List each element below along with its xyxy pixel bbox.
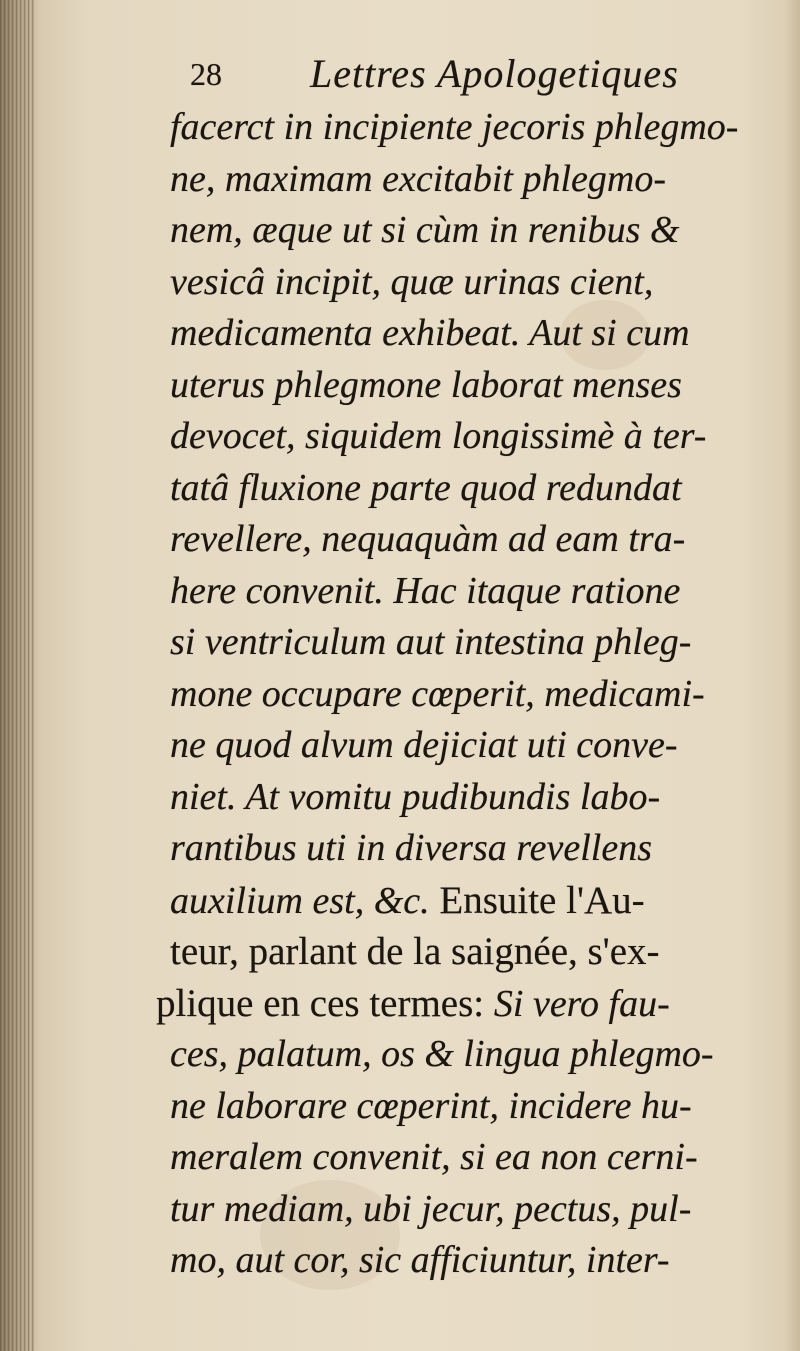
page-gutter [0,0,34,1351]
text-line: meralem convenit, si ea non cerni- [170,1136,698,1178]
page-number: 28 [190,56,222,92]
text-line: niet. At vomitu pudibundis labo- [170,775,661,818]
text-line: teur, parlant de la saignée, s'ex- [170,930,660,973]
text-line: ne laborare cœperint, incidere hu- [170,1084,692,1127]
text-line: tur mediam, ubi jecur, pectus, pul- [170,1187,692,1230]
text-line: here convenit. Hac itaque ratione [170,569,681,612]
text-line: nem, æque ut si cùm in renibus & [170,209,680,251]
text-line: mo, aut cor, sic afficiuntur, inter- [170,1239,670,1281]
text-line: ne, maximam excitabit phlegmo- [170,157,666,200]
page-header [190,50,710,100]
text-line: ne quod alvum dejiciat uti conve- [170,724,678,766]
text-line: devocet, siquidem longissimè à ter- [170,415,707,457]
text-line: si ventriculum aut intestina phleg- [170,621,692,663]
text-line: ces, palatum, os & lingua phlegmo- [170,1033,714,1075]
text-line: mone occupare cœperit, medicami- [170,672,705,715]
text-line: uterus phlegmone laborat menses [170,363,682,406]
text-line: rantibus uti in diversa revellens [170,827,652,869]
body-text [156,102,770,1287]
text-line: vesicâ incipit, quæ urinas cient, [170,260,654,303]
text-line: revellere, nequaquàm ad eam tra- [170,518,686,560]
text-line: tatâ fluxione parte quod redundat [170,466,682,509]
text-line: facerct in incipiente jecoris phlegmo- [170,106,739,148]
text-line: auxilium est, &c. Ensuite l'Au- [170,878,645,922]
text-line: medicamenta exhibeat. Aut si cum [170,312,690,354]
running-title: Lettres Apologetiques [310,51,679,96]
text-line: plique en ces termes: Si vero fau- [156,981,670,1025]
